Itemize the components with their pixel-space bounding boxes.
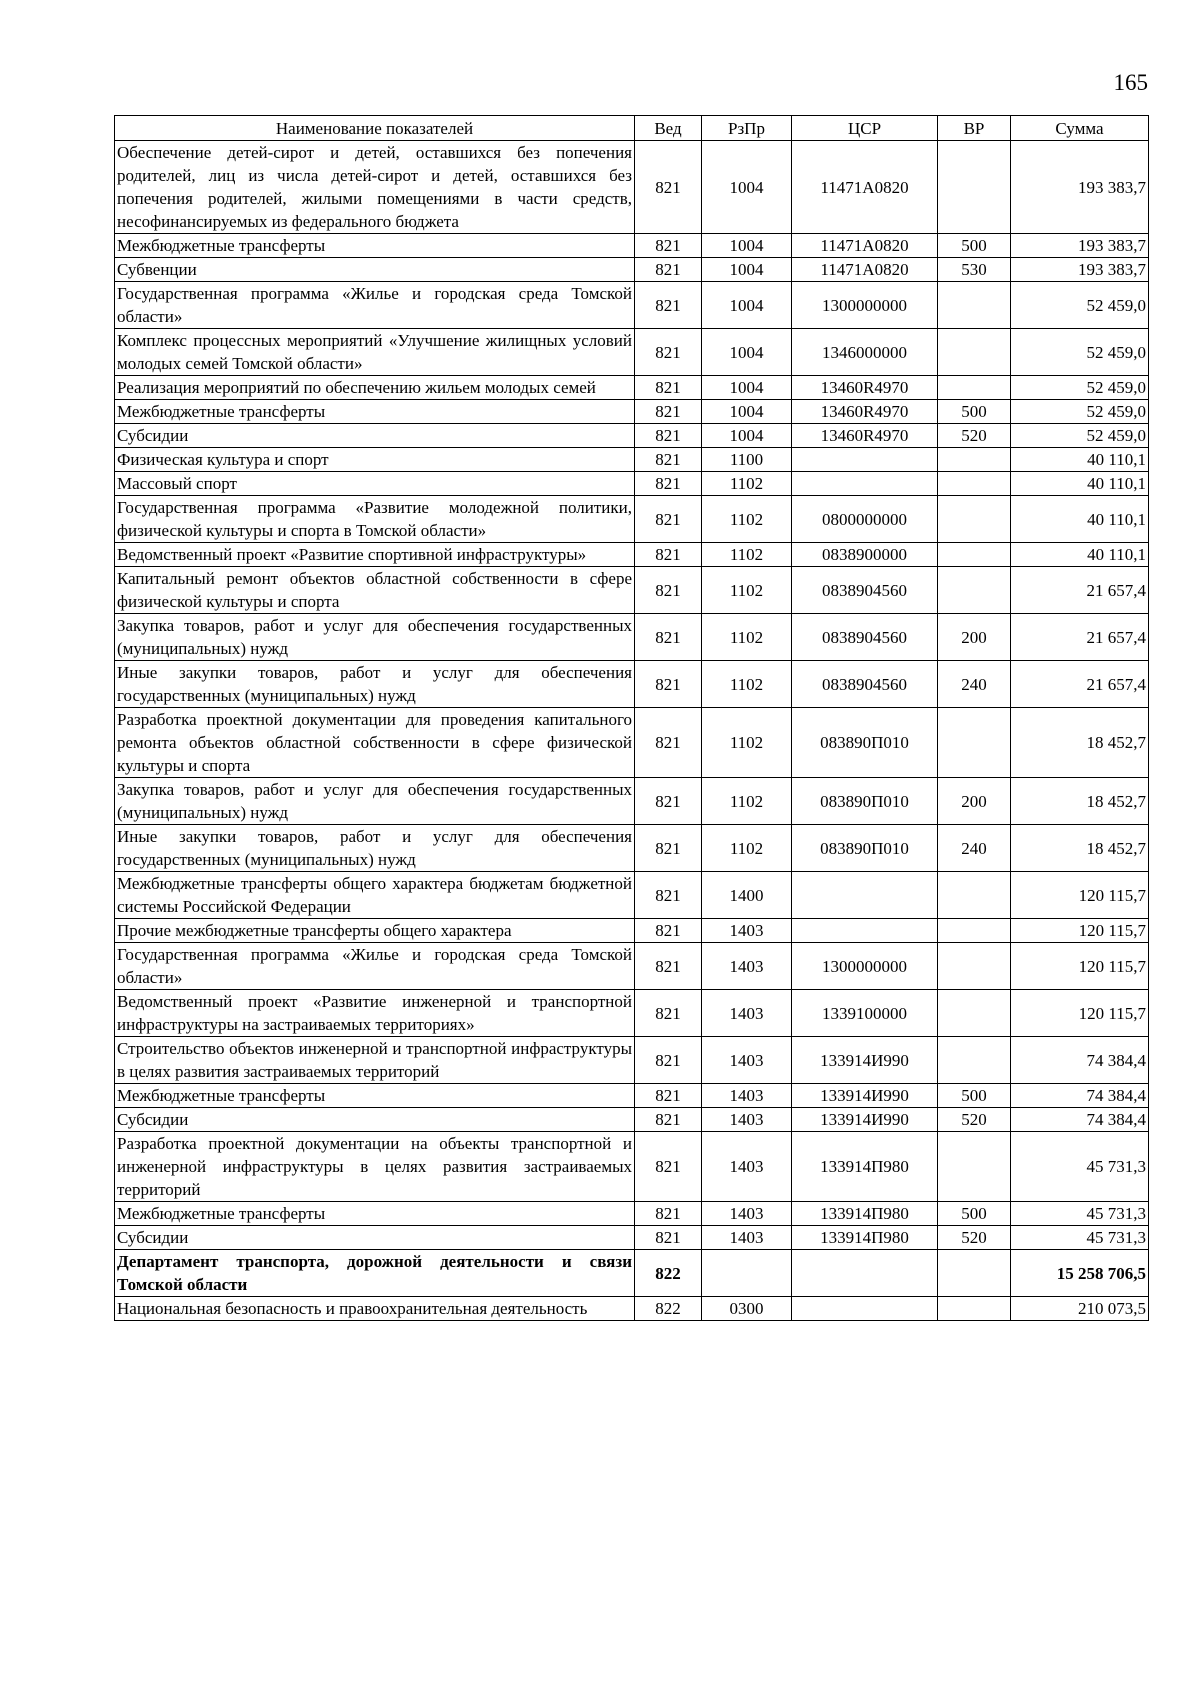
cell-name: Субсидии	[115, 1108, 635, 1132]
cell-vr	[938, 543, 1011, 567]
cell-vr	[938, 919, 1011, 943]
cell-csr	[792, 872, 938, 919]
table-row	[115, 496, 1149, 543]
cell-sum: 40 110,1	[1011, 448, 1149, 472]
cell-sum: 193 383,7	[1011, 141, 1149, 234]
cell-name: Комплекс процессных мероприятий «Улучшение жилищных условий молодых семей Томской области»	[115, 329, 635, 376]
cell-ved: 821	[635, 472, 702, 496]
cell-rzpr: 1102	[702, 614, 792, 661]
table-row	[115, 543, 1149, 567]
cell-name: Иные закупки товаров, работ и услуг для обеспечения государственных (муниципальных) нужд	[115, 661, 635, 708]
cell-name: Капитальный ремонт объектов областной собственности в сфере физической культуры и спорта	[115, 567, 635, 614]
cell-sum: 120 115,7	[1011, 990, 1149, 1037]
cell-csr: 11471A0820	[792, 141, 938, 234]
cell-name: Ведомственный проект «Развитие спортивной инфраструктуры»	[115, 543, 635, 567]
table-row	[115, 1084, 1149, 1108]
cell-vr	[938, 496, 1011, 543]
cell-rzpr: 1403	[702, 1084, 792, 1108]
cell-vr: 530	[938, 258, 1011, 282]
cell-csr: 1300000000	[792, 282, 938, 329]
cell-csr: 133914П980	[792, 1202, 938, 1226]
cell-ved: 821	[635, 141, 702, 234]
cell-name: Прочие межбюджетные трансферты общего характера	[115, 919, 635, 943]
cell-rzpr: 1100	[702, 448, 792, 472]
cell-ved: 821	[635, 614, 702, 661]
cell-csr: 133914И990	[792, 1084, 938, 1108]
cell-ved: 821	[635, 661, 702, 708]
cell-name: Национальная безопасность и правоохранительная деятельность	[115, 1297, 635, 1321]
cell-name: Физическая культура и спорт	[115, 448, 635, 472]
table-row	[115, 234, 1149, 258]
cell-sum: 15 258 706,5	[1011, 1250, 1149, 1297]
cell-sum: 210 073,5	[1011, 1297, 1149, 1321]
table-row	[115, 708, 1149, 778]
cell-sum: 45 731,3	[1011, 1132, 1149, 1202]
cell-vr	[938, 1250, 1011, 1297]
cell-name: Разработка проектной документации на объекты транспортной и инженерной инфраструктуры в целях развития застраиваемых территорий	[115, 1132, 635, 1202]
cell-ved: 821	[635, 448, 702, 472]
cell-sum: 74 384,4	[1011, 1037, 1149, 1084]
header-sum: Сумма	[1011, 116, 1149, 141]
cell-sum: 120 115,7	[1011, 943, 1149, 990]
cell-rzpr: 1004	[702, 141, 792, 234]
table-row	[115, 141, 1149, 234]
cell-name: Государственная программа «Жилье и городская среда Томской области»	[115, 943, 635, 990]
cell-vr	[938, 1132, 1011, 1202]
cell-csr: 0800000000	[792, 496, 938, 543]
cell-sum: 52 459,0	[1011, 424, 1149, 448]
cell-sum: 45 731,3	[1011, 1226, 1149, 1250]
cell-vr: 500	[938, 234, 1011, 258]
cell-ved: 821	[635, 1084, 702, 1108]
cell-sum: 18 452,7	[1011, 778, 1149, 825]
cell-sum: 40 110,1	[1011, 543, 1149, 567]
cell-vr: 520	[938, 1226, 1011, 1250]
cell-ved: 821	[635, 400, 702, 424]
cell-rzpr: 1102	[702, 496, 792, 543]
cell-ved: 821	[635, 1037, 702, 1084]
table-row	[115, 614, 1149, 661]
cell-name: Межбюджетные трансферты	[115, 1202, 635, 1226]
table-row	[115, 329, 1149, 376]
cell-rzpr: 1102	[702, 778, 792, 825]
cell-rzpr	[702, 1250, 792, 1297]
cell-name: Государственная программа «Развитие молодежной политики, физической культуры и спорта в Томской области»	[115, 496, 635, 543]
cell-vr	[938, 282, 1011, 329]
table-row	[115, 1108, 1149, 1132]
cell-csr: 083890П010	[792, 825, 938, 872]
cell-sum: 52 459,0	[1011, 282, 1149, 329]
cell-sum: 74 384,4	[1011, 1108, 1149, 1132]
cell-ved: 821	[635, 1108, 702, 1132]
cell-name: Межбюджетные трансферты	[115, 1084, 635, 1108]
cell-rzpr: 1400	[702, 872, 792, 919]
cell-vr	[938, 141, 1011, 234]
cell-ved: 821	[635, 282, 702, 329]
cell-sum: 21 657,4	[1011, 661, 1149, 708]
cell-csr: 13460R4970	[792, 376, 938, 400]
cell-vr: 500	[938, 1202, 1011, 1226]
cell-name: Разработка проектной документации для проведения капитального ремонта объектов областной собственности в сфере физической культуры и спорта	[115, 708, 635, 778]
cell-sum: 21 657,4	[1011, 614, 1149, 661]
table-row	[115, 1132, 1149, 1202]
cell-csr	[792, 472, 938, 496]
cell-ved: 821	[635, 872, 702, 919]
cell-rzpr: 1403	[702, 943, 792, 990]
cell-csr: 0838900000	[792, 543, 938, 567]
cell-csr: 133914П980	[792, 1132, 938, 1202]
cell-ved: 822	[635, 1250, 702, 1297]
cell-vr: 240	[938, 661, 1011, 708]
table-row	[115, 567, 1149, 614]
cell-sum: 74 384,4	[1011, 1084, 1149, 1108]
cell-sum: 52 459,0	[1011, 329, 1149, 376]
cell-vr: 240	[938, 825, 1011, 872]
cell-rzpr: 1102	[702, 661, 792, 708]
cell-vr: 200	[938, 614, 1011, 661]
cell-ved: 821	[635, 990, 702, 1037]
table-row	[115, 472, 1149, 496]
cell-ved: 821	[635, 258, 702, 282]
cell-rzpr: 1004	[702, 400, 792, 424]
cell-sum: 193 383,7	[1011, 234, 1149, 258]
cell-rzpr: 1102	[702, 825, 792, 872]
cell-csr: 083890П010	[792, 778, 938, 825]
cell-csr: 1300000000	[792, 943, 938, 990]
cell-rzpr: 1004	[702, 424, 792, 448]
header-vr: ВР	[938, 116, 1011, 141]
cell-ved: 821	[635, 825, 702, 872]
cell-name: Ведомственный проект «Развитие инженерной и транспортной инфраструктуры на застраиваемых территориях»	[115, 990, 635, 1037]
cell-ved: 821	[635, 496, 702, 543]
cell-ved: 821	[635, 543, 702, 567]
cell-vr	[938, 567, 1011, 614]
cell-name: Межбюджетные трансферты	[115, 234, 635, 258]
cell-name: Обеспечение детей-сирот и детей, оставшихся без попечения родителей, лиц из числа детей-сирот и детей, оставшихся без попечения родителей, жилыми помещениями в части средств, несофинансируемых из федерального бюджета	[115, 141, 635, 234]
cell-csr: 133914И990	[792, 1108, 938, 1132]
cell-name: Закупка товаров, работ и услуг для обеспечения государственных (муниципальных) нужд	[115, 614, 635, 661]
cell-vr	[938, 1297, 1011, 1321]
cell-rzpr: 1004	[702, 258, 792, 282]
header-ved: Вед	[635, 116, 702, 141]
cell-name: Департамент транспорта, дорожной деятельности и связи Томской области	[115, 1250, 635, 1297]
cell-sum: 120 115,7	[1011, 919, 1149, 943]
cell-csr: 0838904560	[792, 567, 938, 614]
cell-vr	[938, 872, 1011, 919]
cell-sum: 40 110,1	[1011, 496, 1149, 543]
cell-sum: 21 657,4	[1011, 567, 1149, 614]
budget-table	[114, 115, 1149, 1321]
table-row	[115, 1226, 1149, 1250]
table-row	[115, 1037, 1149, 1084]
cell-name: Государственная программа «Жилье и городская среда Томской области»	[115, 282, 635, 329]
cell-csr: 1346000000	[792, 329, 938, 376]
cell-ved: 821	[635, 778, 702, 825]
cell-vr	[938, 448, 1011, 472]
cell-vr: 520	[938, 1108, 1011, 1132]
cell-ved: 821	[635, 1132, 702, 1202]
table-row	[115, 424, 1149, 448]
cell-ved: 821	[635, 1226, 702, 1250]
page-number: 165	[1113, 70, 1148, 95]
cell-name: Субсидии	[115, 424, 635, 448]
table-row	[115, 376, 1149, 400]
table-row	[115, 282, 1149, 329]
table-row	[115, 1297, 1149, 1321]
cell-sum: 40 110,1	[1011, 472, 1149, 496]
cell-name: Массовый спорт	[115, 472, 635, 496]
table-row	[115, 448, 1149, 472]
table-row	[115, 400, 1149, 424]
table-row	[115, 872, 1149, 919]
cell-vr	[938, 376, 1011, 400]
cell-csr: 0838904560	[792, 614, 938, 661]
table-row	[115, 825, 1149, 872]
cell-csr: 083890П010	[792, 708, 938, 778]
table-row	[115, 661, 1149, 708]
cell-rzpr: 1403	[702, 1202, 792, 1226]
cell-vr: 500	[938, 1084, 1011, 1108]
table-row	[115, 919, 1149, 943]
cell-rzpr: 1102	[702, 543, 792, 567]
cell-vr	[938, 472, 1011, 496]
cell-ved: 821	[635, 329, 702, 376]
cell-csr: 0838904560	[792, 661, 938, 708]
cell-vr: 520	[938, 424, 1011, 448]
cell-rzpr: 1004	[702, 282, 792, 329]
cell-csr: 133914И990	[792, 1037, 938, 1084]
cell-name: Закупка товаров, работ и услуг для обеспечения государственных (муниципальных) нужд	[115, 778, 635, 825]
table-row	[115, 990, 1149, 1037]
cell-rzpr: 1102	[702, 472, 792, 496]
cell-csr: 13460R4970	[792, 400, 938, 424]
header-csr: ЦСР	[792, 116, 938, 141]
cell-vr: 200	[938, 778, 1011, 825]
cell-name: Иные закупки товаров, работ и услуг для обеспечения государственных (муниципальных) нужд	[115, 825, 635, 872]
cell-name: Строительство объектов инженерной и транспортной инфраструктуры в целях развития застраиваемых территорий	[115, 1037, 635, 1084]
header-rzpr: РзПр	[702, 116, 792, 141]
cell-name: Субвенции	[115, 258, 635, 282]
table-row	[115, 1202, 1149, 1226]
cell-name: Межбюджетные трансферты общего характера бюджетам бюджетной системы Российской Федерации	[115, 872, 635, 919]
cell-sum: 18 452,7	[1011, 825, 1149, 872]
table-row	[115, 943, 1149, 990]
cell-rzpr: 1004	[702, 376, 792, 400]
cell-sum: 120 115,7	[1011, 872, 1149, 919]
cell-sum: 18 452,7	[1011, 708, 1149, 778]
cell-rzpr: 1004	[702, 234, 792, 258]
table-row	[115, 1250, 1149, 1297]
cell-rzpr: 1004	[702, 329, 792, 376]
table-row	[115, 258, 1149, 282]
cell-vr	[938, 708, 1011, 778]
cell-rzpr: 1403	[702, 1037, 792, 1084]
cell-ved: 822	[635, 1297, 702, 1321]
table-header-row	[115, 116, 1149, 141]
cell-ved: 821	[635, 567, 702, 614]
cell-vr	[938, 329, 1011, 376]
cell-sum: 52 459,0	[1011, 400, 1149, 424]
cell-rzpr: 1102	[702, 567, 792, 614]
cell-csr: 11471A0820	[792, 258, 938, 282]
cell-vr	[938, 1037, 1011, 1084]
cell-name: Межбюджетные трансферты	[115, 400, 635, 424]
cell-sum: 45 731,3	[1011, 1202, 1149, 1226]
cell-ved: 821	[635, 376, 702, 400]
cell-ved: 821	[635, 943, 702, 990]
cell-csr	[792, 448, 938, 472]
cell-rzpr: 1403	[702, 1108, 792, 1132]
cell-csr: 1339100000	[792, 990, 938, 1037]
cell-name: Реализация мероприятий по обеспечению жильем молодых семей	[115, 376, 635, 400]
cell-ved: 821	[635, 424, 702, 448]
cell-csr	[792, 1250, 938, 1297]
cell-csr	[792, 919, 938, 943]
cell-rzpr: 1403	[702, 919, 792, 943]
cell-csr: 11471A0820	[792, 234, 938, 258]
table-body	[115, 141, 1149, 1321]
cell-sum: 193 383,7	[1011, 258, 1149, 282]
table-row	[115, 778, 1149, 825]
cell-rzpr: 1102	[702, 708, 792, 778]
cell-name: Субсидии	[115, 1226, 635, 1250]
cell-vr: 500	[938, 400, 1011, 424]
cell-ved: 821	[635, 708, 702, 778]
cell-rzpr: 1403	[702, 990, 792, 1037]
cell-rzpr: 1403	[702, 1132, 792, 1202]
header-name: Наименование показателей	[115, 116, 635, 141]
cell-rzpr: 0300	[702, 1297, 792, 1321]
cell-ved: 821	[635, 234, 702, 258]
cell-csr: 133914П980	[792, 1226, 938, 1250]
cell-vr	[938, 990, 1011, 1037]
cell-ved: 821	[635, 1202, 702, 1226]
cell-rzpr: 1403	[702, 1226, 792, 1250]
cell-sum: 52 459,0	[1011, 376, 1149, 400]
cell-ved: 821	[635, 919, 702, 943]
cell-csr	[792, 1297, 938, 1321]
cell-csr: 13460R4970	[792, 424, 938, 448]
cell-vr	[938, 943, 1011, 990]
